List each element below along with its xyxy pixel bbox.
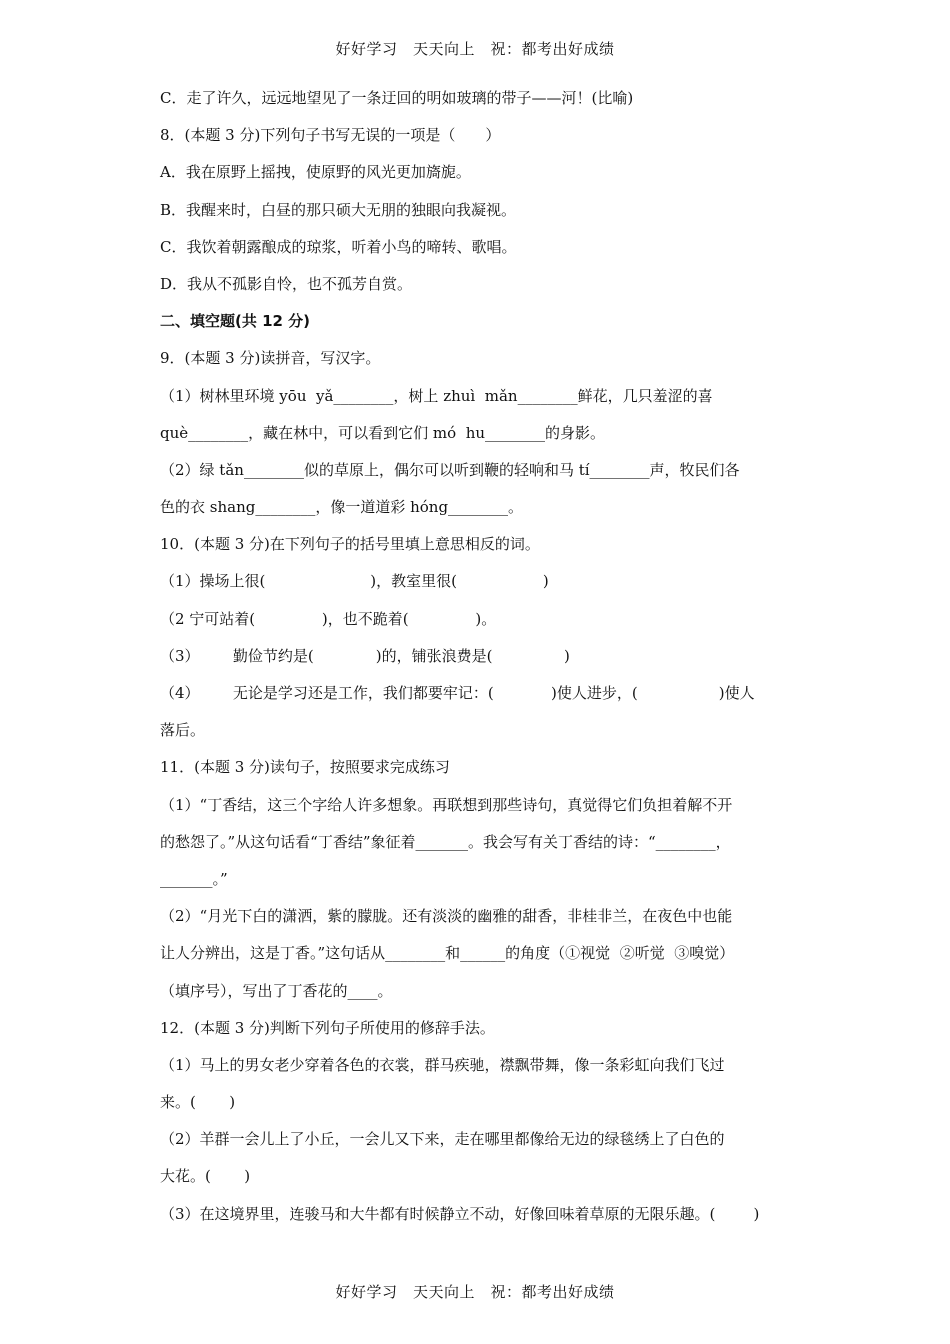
q8-option-c: C．我饮着朝露酿成的琼浆，听着小鸟的啼转、歌唱。 xyxy=(160,237,517,256)
q9-stem: 9．(本题 3 分)读拼音，写汉字。 xyxy=(160,349,381,368)
q11-part2-line1: （2）“月光下白的潇洒，紫的朦胧。还有淡淡的幽雅的甜香，非桂非兰，在夜色中也能 xyxy=(160,907,733,926)
page-footer: 好好学习 天天向上 祝：都考出好成绩 xyxy=(335,1283,615,1301)
q11-part1-line1: （1）“丁香结，这三个字给人许多想象。再联想到那些诗句，真觉得它们负担着解不开 xyxy=(160,795,733,814)
q12-part2-line1: （2）羊群一会儿上了小丘，一会儿又下来，走在哪里都像给无边的绿毯绣上了白色的 xyxy=(160,1130,725,1149)
q10-part4-line1: （4） 无论是学习还是工作，我们都要牢记：( )使人进步，( )使人 xyxy=(160,684,755,702)
q11-part2-line3: （填序号），写出了丁香花的____。 xyxy=(160,981,393,1000)
q9-part1-line1: （1）树林里环境 yōu yǎ________，树上 zhuì mǎn________鲜花，几只羞涩的喜 xyxy=(160,386,713,405)
q8-option-d: D．我从不孤影自怜，也不孤芳自赏。 xyxy=(160,274,413,293)
q10-part1: （1）操场上很( )，教室里很( ) xyxy=(160,572,549,591)
q12-stem: 12．(本题 3 分)判断下列句子所使用的修辞手法。 xyxy=(160,1018,495,1037)
q12-part1-line1: （1）马上的男女老少穿着各色的衣裳，群马疾驰，襟飘带舞，像一条彩虹向我们飞过 xyxy=(160,1055,725,1074)
q11-part1-line3: _______。” xyxy=(160,869,228,888)
q11-part1-line2: 的愁怨了。”从这句话看“丁香结”象征着_______。我会写有关丁香结的诗：“________， xyxy=(160,832,731,851)
document-body xyxy=(160,80,810,1233)
q8-option-a: A．我在原野上摇拽，使原野的风光更加旖旎。 xyxy=(160,163,471,182)
q12-part1-line2: 来。( ) xyxy=(160,1093,236,1112)
q10-part4-line2: 落后。 xyxy=(160,721,206,740)
q8-option-b: B．我醒来时，白昼的那只硕大无朋的独眼向我凝视。 xyxy=(160,200,517,219)
q9-part2-line2: 色的衣 shang________，像一道道彩 hóng________。 xyxy=(160,498,524,517)
q10-part3: （3） 勤俭节约是( )的，铺张浪费是( ) xyxy=(160,646,570,665)
q7-option-c: C．走了许久，远远地望见了一条迂回的明如玻璃的带子——河！(比喻) xyxy=(160,89,634,107)
page-header: 好好学习 天天向上 祝：都考出好成绩 xyxy=(335,40,615,58)
q9-part1-line2: què________，藏在林中，可以看到它们 mó hu________的身影。 xyxy=(160,423,606,442)
q9-part2-line1: （2）绿 tǎn________似的草原上，偶尔可以听到鞭的轻响和马 tí________声，牧民们各 xyxy=(160,460,740,479)
q11-stem: 11．(本题 3 分)读句子，按照要求完成练习 xyxy=(160,758,450,777)
q12-part3: （3）在这境界里，连骏马和大牛都有时候静立不动，好像回味着草原的无限乐趣。( ) xyxy=(160,1204,760,1223)
section-heading-fill-in: 二、填空题(共 12 分) xyxy=(160,312,311,331)
q8-stem: 8．(本题 3 分)下列句子书写无误的一项是（ ） xyxy=(160,126,501,145)
q11-part2-line2: 让人分辨出，这是丁香。”这句话从________和______的角度（①视觉 ②听觉 ③嗅觉） xyxy=(160,944,735,963)
q12-part2-line2: 大花。( ) xyxy=(160,1167,251,1186)
q10-part2: （2 宁可站着( )，也不跪着( )。 xyxy=(160,609,497,628)
q10-stem: 10．(本题 3 分)在下列句子的括号里填上意思相反的词。 xyxy=(160,535,540,554)
